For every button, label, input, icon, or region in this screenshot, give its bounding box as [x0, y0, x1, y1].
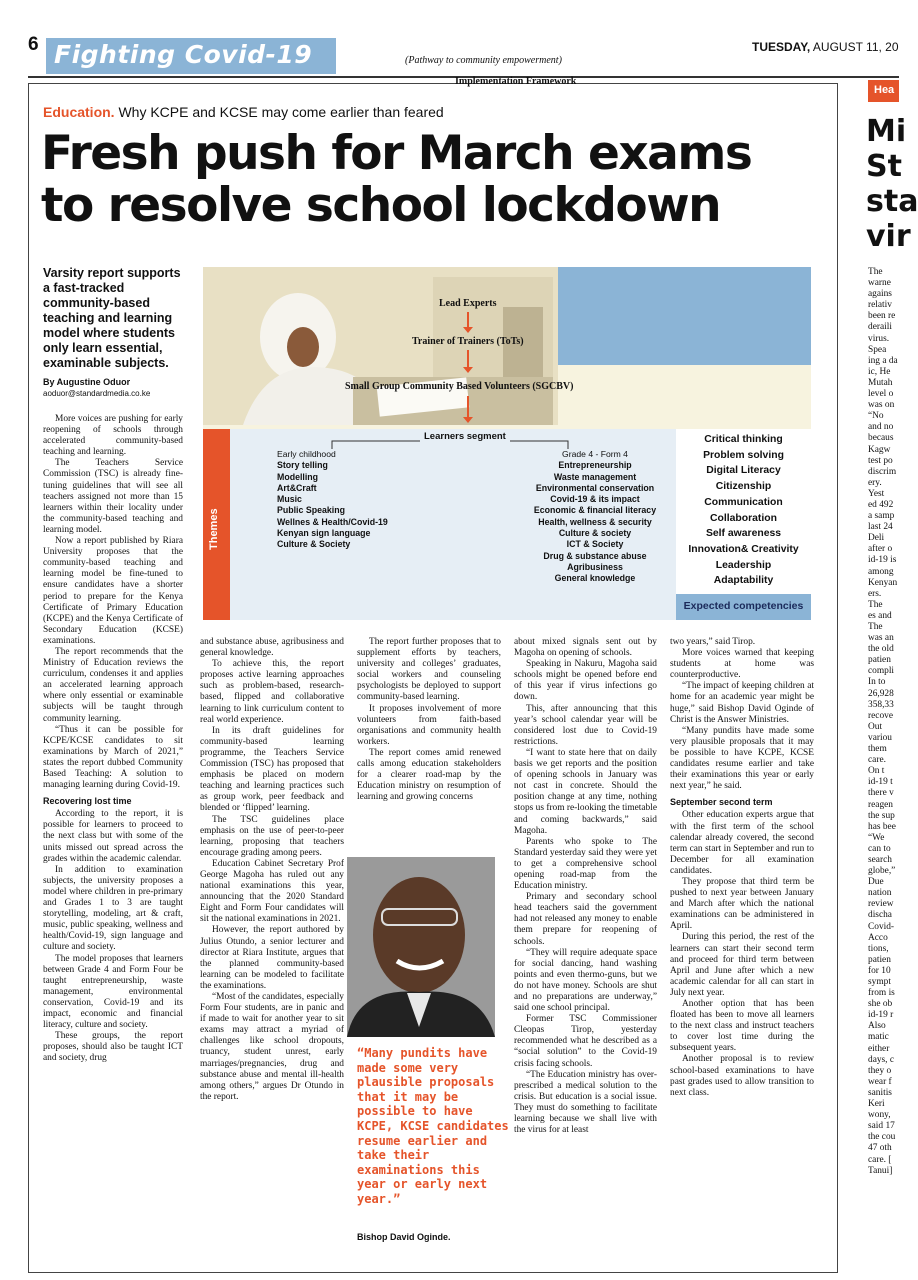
grade-item: General knowledge — [554, 573, 636, 584]
paragraph: These groups, the report proposes, should also be taught ICT and society, drug — [43, 1031, 183, 1064]
competency-item: Leadership — [715, 559, 772, 571]
neighbour-line: ery. — [868, 477, 882, 488]
competencies-list — [676, 432, 811, 589]
neighbour-headline-line: St — [866, 149, 902, 184]
author-email: aoduor@standardmedia.co.ke — [43, 389, 151, 398]
paragraph: Former TSC Commissioner Cleopas Tirop, yesterday recommended what he described as a “social solution” to the Covid-19 crisis facing schools. — [514, 1014, 657, 1069]
paragraph: “The impact of keeping children at home for an academic year might be huge,” said Bishop David Oginde of Christ is the Answer Ministries. — [670, 681, 814, 725]
neighbour-line: deraili — [868, 322, 892, 333]
cbl-title: CBL — [515, 18, 580, 53]
neighbour-column — [868, 267, 899, 1177]
early-item: Public Speaking — [277, 505, 345, 516]
neighbour-line: es and — [868, 610, 892, 621]
pull-quote: “Many pundits have made some very plausible proposals that it may be possible to have KCPE, KCSE candidates resume earlier and take their examinations this year or early next year.” — [357, 1046, 509, 1206]
paragraph: The model proposes that learners between Grade 4 and Form Four be taught entrepreneurship, waste management, environmental conservation, Covid-19 and its impact, economic and financial literacy, culture and society. — [43, 953, 183, 1031]
neighbour-line: review — [868, 899, 894, 910]
neighbour-line: sympt — [868, 977, 891, 987]
neighbour-line: after o — [868, 544, 893, 555]
paragraph: However, the report authored by Julius Otundo, a senior lecturer and director at Riara Institute, argues that the planned community-based learning can be modeled to facilitate the examinations. — [200, 925, 344, 991]
paragraph: about mixed signals sent out by Magoha on opening of schools. — [514, 637, 657, 659]
cbl-framework: Implementation Framework — [455, 76, 577, 87]
paragraph: The report further proposes that to supplement efforts by teachers, university and colleges’ graduates, social workers and counseling psychologists be deployed to support community-based learning. — [357, 637, 501, 703]
neighbour-line: 358,33 — [868, 699, 894, 710]
neighbour-line: the cou — [868, 1132, 896, 1143]
neighbour-line: the old — [868, 644, 894, 655]
flow-sgcbv: Small Group Community Based Volunteers (SGCBV) — [345, 381, 574, 392]
early-item: Kenyan sign language — [277, 528, 371, 539]
neighbour-line: agains — [868, 289, 892, 300]
themes-label: Themes — [208, 508, 220, 550]
dateline-date: AUGUST 11, 20 — [812, 40, 899, 54]
neighbour-line: virus. — [868, 333, 890, 344]
neighbour-line: Kenyan — [868, 577, 898, 588]
grade-item: ICT & Society — [566, 539, 624, 550]
neighbour-line: becaus — [868, 433, 894, 444]
flow-arrow-3 — [467, 396, 469, 418]
column-5 — [670, 637, 814, 1099]
paragraph: The TSC guidelines place emphasis on the use of peer-to-peer learning, proposing that teachers encourage grading among peers. — [200, 814, 344, 858]
grade-heading: Grade 4 - Form 4 — [562, 449, 628, 459]
neighbour-line: Deli — [868, 533, 885, 544]
neighbour-line: relativ — [868, 300, 892, 311]
early-item: Music — [277, 494, 302, 505]
neighbour-line: from is — [868, 988, 895, 999]
cbl-header-box — [558, 267, 811, 365]
neighbour-line: matic — [868, 1032, 889, 1043]
grade-item: Culture & society — [558, 528, 632, 539]
kicker — [43, 104, 444, 120]
paragraph: “Many pundits have made some very plausible proposals that it may be possible to have KCPE, KCSE candidates resume earlier and take their examinations this year or early next year,” he said. — [670, 725, 814, 792]
neighbour-line: she ob — [868, 999, 893, 1010]
headline-line-2: to resolve school lockdown — [41, 178, 721, 233]
neighbour-line: either — [868, 1043, 890, 1054]
neighbour-line: care. [ — [868, 1154, 892, 1165]
neighbour-line: variou — [868, 732, 892, 743]
neighbour-line: Tanui] — [868, 1165, 893, 1176]
paragraph: Speaking in Nakuru, Magoha said schools might be opened before end of this year if virus infections go down. — [514, 659, 657, 703]
neighbour-line: was an — [868, 633, 894, 644]
neighbour-headline-line: vir — [866, 219, 911, 254]
neighbour-line: Keri — [868, 1099, 885, 1110]
paragraph: Other education experts argue that with the first term of the school calendar already covered, the second term can start in September and run to December for all examination candidates. — [670, 810, 814, 876]
neighbour-section-pill: Hea — [868, 80, 899, 102]
standfirst: Varsity report supports a fast-tracked community-based teaching and learning model where students only learn essential, examinable subjects. — [43, 266, 181, 370]
neighbour-line: wony, — [868, 1110, 891, 1121]
neighbour-line: there v — [868, 788, 894, 799]
neighbour-line: Covid- — [868, 921, 895, 932]
neighbour-line: ed 492 — [868, 499, 894, 510]
neighbour-line: 47 oth — [868, 1143, 892, 1154]
neighbour-line: them — [868, 744, 887, 755]
grade-item: Health, wellness & security — [538, 516, 652, 527]
neighbour-line: was on — [868, 400, 895, 411]
neighbour-line: among — [868, 566, 894, 577]
neighbour-line: last 24 — [868, 522, 893, 533]
neighbour-headline-line: Mi — [866, 114, 907, 149]
subheading: September second term — [670, 797, 773, 808]
neighbour-line: The — [868, 267, 883, 277]
neighbour-line: days, c — [868, 1054, 895, 1065]
column-1 — [43, 414, 183, 1064]
section-banner: Fighting Covid-19 — [46, 38, 336, 74]
grade-item: Covid-19 & its impact — [550, 494, 640, 505]
neighbour-line: patien — [868, 954, 891, 965]
paragraph: “Thus it can be possible for KCPE/KCSE candidates to sit examinations by March of 2021,” states the report dubbed Community Based Teaching: A solution to managing learning during Covid-19. — [43, 724, 183, 791]
neighbour-line: test po — [868, 455, 893, 466]
neighbour-line: has bee — [868, 821, 896, 832]
paragraph: More voices are pushing for early reopening of schools through accelerated community-based teaching and learning. — [43, 414, 183, 458]
neighbour-line: for 10 — [868, 965, 891, 976]
flow-arrow-1 — [467, 312, 469, 328]
portrait-illustration — [347, 857, 495, 1037]
grade-item: Drug & substance abuse — [543, 550, 647, 561]
neighbour-line: globe,” — [868, 866, 896, 877]
paragraph: During this period, the rest of the learners can start their second term and proceed for third term between April and June after which a new academic calendar for all can start in July next year. — [670, 932, 814, 998]
paragraph: The report comes amid renewed calls among education stakeholders for a clearer road-map by the Education ministry on resumption of learning and growing concerns — [357, 747, 501, 803]
paragraph: It proposes involvement of more volunteers from faith-based organisations and community health workers. — [357, 703, 501, 747]
neighbour-line: Spea — [868, 344, 887, 355]
grade-item: Entrepreneurship — [558, 460, 632, 471]
learners-bracket — [330, 436, 570, 450]
paragraph: Primary and secondary school head teachers said the government had not released any money to enable them prepare for reopening of schools. — [514, 892, 657, 947]
early-item: Art&Craft — [277, 482, 317, 493]
grade-item: Agribusiness — [567, 561, 623, 572]
paragraph: Another proposal is to review school-based examinations to have past grades used to allow transition to next class. — [670, 1054, 814, 1098]
paragraph: The report recommends that the Ministry of Education reviews the curriculum, condenses it and applies an accelerated learning approach where only essential or examinable subjects will be taught through community learning. — [43, 646, 183, 724]
competency-item: Critical thinking — [704, 434, 783, 445]
paragraph: This, after announcing that this year’s school calendar year will be considered lost due to Covid-19 restrictions. — [514, 703, 657, 747]
pull-quote-attribution: Bishop David Oginde. — [357, 1232, 451, 1242]
flow-lead-experts: Lead Experts — [439, 298, 497, 309]
expected-competencies-label: Expected competencies — [676, 594, 811, 620]
early-item: Story telling — [277, 460, 328, 471]
neighbour-line: recove — [868, 710, 893, 721]
neighbour-line: a samp — [868, 511, 895, 522]
neighbour-line: In to — [868, 677, 886, 688]
neighbour-line: Yest — [868, 488, 885, 499]
neighbour-line: “No — [868, 411, 884, 422]
neighbour-line: discha — [868, 910, 892, 921]
neighbour-line: The — [868, 599, 883, 610]
neighbour-line: “We — [868, 832, 885, 843]
neighbour-line: the sup — [868, 810, 895, 821]
paragraph: “They will require adequate space for social dancing, hand washing points and even thermo-guns, but we do not have money. Schools are shut and no preparations are underway,” said one school principal. — [514, 947, 657, 1014]
neighbour-line: Out — [868, 721, 883, 732]
paragraph: “The Education ministry has over-prescribed a medical solution to the crisis. But education is a social issue. They must do something to facilitate learning because we shall live with the virus for at least — [514, 1069, 657, 1136]
neighbour-line: can to — [868, 843, 891, 854]
column-3 — [357, 637, 501, 803]
neighbour-line: Also — [868, 1021, 886, 1032]
headline-line-1: Fresh push for March exams — [41, 126, 752, 181]
neighbour-line: been re — [868, 311, 896, 322]
neighbour-line: and no — [868, 422, 894, 433]
neighbour-line: id-19 t — [868, 777, 893, 788]
early-childhood-list — [277, 449, 437, 551]
early-item: Wellnes & Health/Covid-19 — [277, 516, 388, 527]
neighbour-line: search — [868, 854, 892, 865]
competency-item: Innovation& Creativity — [688, 543, 799, 555]
kicker-category: Education. — [43, 104, 115, 120]
competency-item: Self awareness — [705, 528, 782, 540]
early-item: Modelling — [277, 471, 319, 482]
paragraph: Another option that has been floated has been to move all learners to the next class and instruct teachers to cover lost time during the subsequent years. — [670, 999, 814, 1054]
paragraph: Now a report published by Riara University proposes that the community-based teaching and learning model be fine-tuned to ensure candidates have a shorter period to prepare for the Kenya Certificate of Primary Education (KCPE) and the Kenya Certificate of Secondary Education (KCSE) examinations. — [43, 536, 183, 646]
neighbour-headline — [866, 114, 918, 254]
neighbour-line: id-19 r — [868, 1010, 894, 1021]
neighbour-line: patien — [868, 655, 891, 666]
page-number: 6 — [28, 34, 39, 55]
competency-item: Citizenship — [715, 481, 772, 493]
neighbour-line: tions, — [868, 943, 889, 954]
learners-segment-label: Learners segment — [424, 431, 506, 442]
paragraph: two years,” said Tirop. — [670, 637, 756, 647]
neighbour-line: discrim — [868, 466, 897, 477]
bishop-portrait — [347, 857, 495, 1037]
neighbour-headline-line: sta — [866, 184, 918, 219]
competency-item: Communication — [704, 496, 783, 508]
neighbour-line: nation — [868, 888, 892, 899]
paragraph: According to the report, it is possible for learners to proceed to the next class but with some of the units missed out spread across the grades within the academic calendar. — [43, 809, 183, 864]
neighbour-line: sanitis — [868, 1087, 892, 1098]
neighbour-line: id-19 is — [868, 555, 897, 566]
paragraph: The Teachers Service Commission (TSC) is already fine-tuning guidelines that will see all teachers assigned not more than 15 learners within their locality under the community-based teaching and learning model. — [43, 458, 183, 535]
headline — [41, 128, 821, 232]
neighbour-line: 26,928 — [868, 688, 894, 699]
neighbour-line: level o — [868, 389, 894, 400]
paragraph: “I want to state here that on daily basis we get reports and the position of opening schools in January was not cast in concrete. Should the position change at any time, nothing stops us from re-looking the timetable and coming backwards,” said Magoha. — [514, 747, 657, 836]
early-item: Culture & Society — [277, 539, 351, 550]
grade-list — [520, 449, 670, 585]
paragraph: In its draft guidelines for community-based learning programme, the Teachers Service Commission (TSC) has proposed that emphasis be placed on modern teaching and learning practices such as group work, peer feedback and blended or ‘flipped’ learning. — [200, 725, 344, 814]
neighbour-line: they o — [868, 1065, 892, 1076]
competency-item: Collaboration — [710, 512, 777, 524]
neighbour-line: care. — [868, 755, 886, 766]
dateline-day: TUESDAY, — [752, 40, 811, 54]
paragraph: Parents who spoke to The Standard yesterday said they were yet to get a comprehensive school opening road-map from the Education ministry. — [514, 836, 657, 892]
subheading: Recovering lost time — [43, 796, 132, 807]
column-2 — [200, 637, 344, 1103]
flow-tot: Trainer of Trainers (ToTs) — [412, 336, 524, 347]
grade-item: Environmental conservation — [535, 482, 655, 493]
competency-item: Digital Literacy — [706, 465, 781, 477]
grade-item: Waste management — [553, 471, 637, 482]
neighbour-line: wear f — [868, 1076, 892, 1087]
dateline — [752, 40, 899, 54]
paragraph: To achieve this, the report proposes active learning approaches such as problem-based, research-based, flipped and collaborative learning to link curriculum content to real world experience. — [200, 659, 344, 725]
paragraph: and substance abuse, agribusiness and general knowledge. — [200, 637, 344, 659]
neighbour-line: ic, He — [868, 366, 891, 377]
neighbour-line: Mutah — [868, 377, 893, 388]
paragraph: In addition to examination subjects, the university proposes a model where children in pre-primary and Grades 1 to 3 are taught storytelling, modeling, art & craft, music, public speaking, wellness and health/Covid-19, sign language and culture and society. — [43, 864, 183, 953]
neighbour-line: Acco — [868, 932, 888, 943]
neighbour-line: warne — [868, 278, 891, 289]
competency-item: Problem solving — [703, 449, 784, 461]
neighbour-line: ing a da — [868, 355, 898, 366]
neighbour-line: reagen — [868, 799, 893, 810]
paragraph: Education Cabinet Secretary Prof George Magoha has ruled out any national examinations this year, announcing that the 2020 Standard Eight and Form Four candidates will sit the national examinations in 2021. — [200, 858, 344, 925]
neighbour-line: Kagw — [868, 444, 891, 455]
neighbour-line: Due — [868, 877, 884, 888]
byline: By Augustine Oduor — [43, 377, 131, 387]
column-4 — [514, 637, 657, 1136]
grade-item: Economic & financial literacy — [533, 505, 657, 516]
competency-item: Adaptability — [713, 575, 774, 587]
kicker-text: Why KCPE and KCSE may come earlier than feared — [118, 104, 444, 120]
paragraph: More voices warned that keeping students at home was counterproductive. — [670, 648, 814, 681]
flow-arrow-2 — [467, 350, 469, 368]
neighbour-line: The — [868, 622, 883, 632]
paragraph: They propose that third term be pushed to next year between January and March after which the national examinations can be administered in April. — [670, 876, 814, 932]
neighbour-line: compli — [868, 666, 895, 677]
cbl-subtitle: (Pathway to community empowerment) — [405, 55, 562, 66]
early-heading: Early childhood — [277, 449, 336, 459]
paragraph: “Most of the candidates, especially Form Four students, are in panic and if made to wait for another year to sit exams may attract a myriad of challenges like school dropouts, truancy, student unrest, early marriages/pregnancies, drug and substance abuse and mental ill-health among others,” argues Dr Otundo in the report. — [200, 992, 344, 1102]
neighbour-line: ers. — [868, 588, 882, 599]
neighbour-line: said 17 — [868, 1121, 895, 1132]
neighbour-line: On t — [868, 766, 885, 777]
